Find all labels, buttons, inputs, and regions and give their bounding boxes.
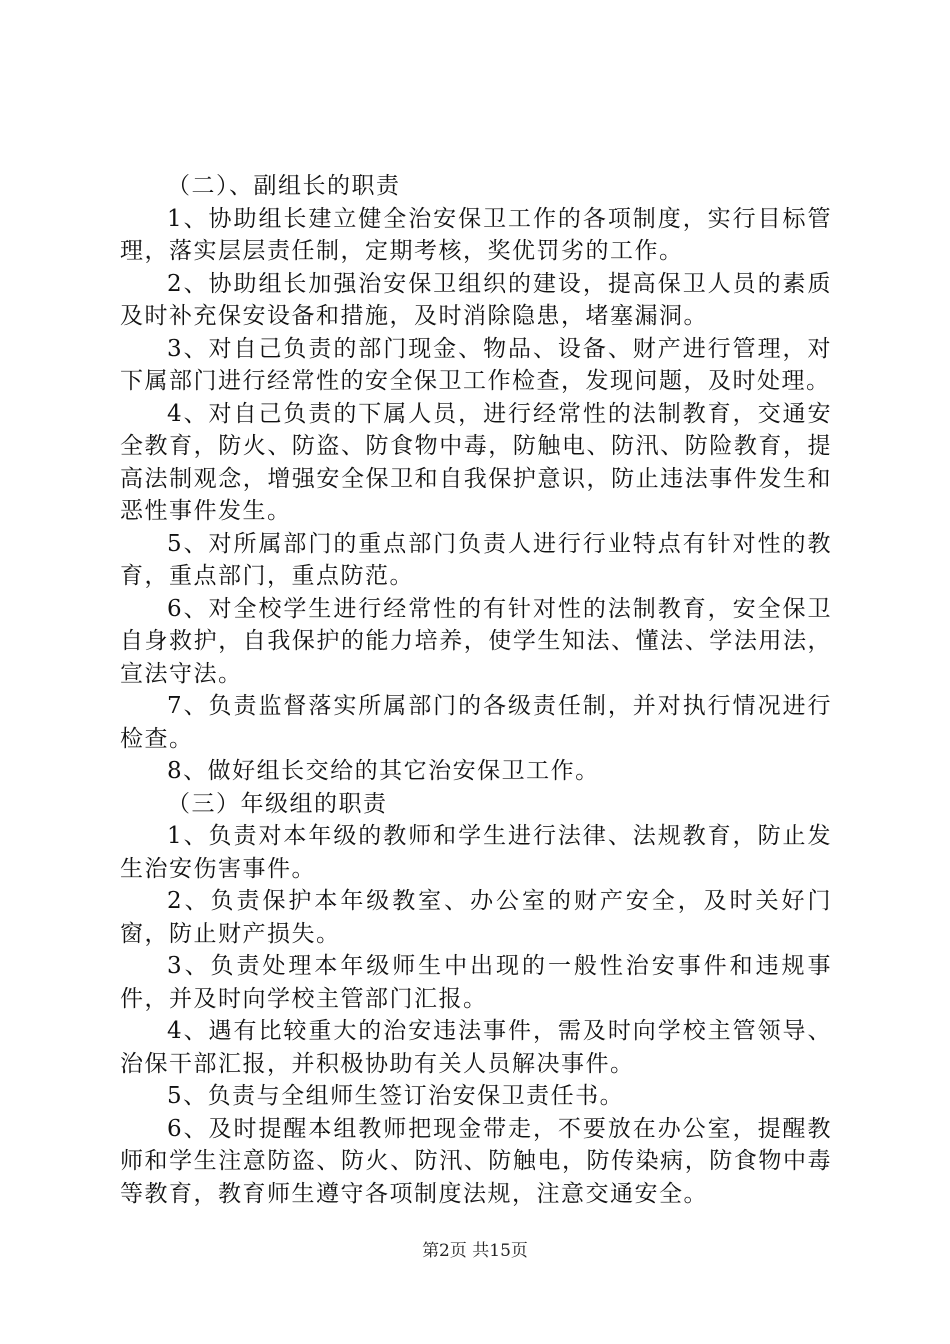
paragraph: 6、及时提醒本组教师把现金带走，不要放在办公室，提醒教师和学生注意防盗、防火、防汛、防触电，防传染病，防食物中毒等教育，教育师生遵守各项制度法规，注意交通安全。 xyxy=(120,1115,832,1207)
paragraph: 5、对所属部门的重点部门负责人进行行业特点有针对性的教育，重点部门，重点防范。 xyxy=(120,530,832,589)
section-heading-grade-group: （三）年级组的职责 xyxy=(167,790,388,817)
paragraph: 4、对自己负责的下属人员，进行经常性的法制教育，交通安全教育，防火、防盗、防食物中毒，防触电、防汛、防险教育，提高法制观念，增强安全保卫和自我保护意识，防止违法事件发生和恶性事件发生。 xyxy=(120,400,832,524)
paragraph: 3、负责处理本年级师生中出现的一般性治安事件和违规事件，并及时向学校主管部门汇报。 xyxy=(120,953,832,1012)
paragraph: 6、对全校学生进行经常性的有针对性的法制教育，安全保卫自身救护，自我保护的能力培养，使学生知法、懂法、学法用法，宣法守法。 xyxy=(120,595,832,687)
paragraph: 4、遇有比较重大的治安违法事件，需及时向学校主管领导、治保干部汇报，并积极协助有关人员解决事件。 xyxy=(120,1018,832,1077)
paragraph: 1、协助组长建立健全治安保卫工作的各项制度，实行目标管理，落实层层责任制，定期考核，奖优罚劣的工作。 xyxy=(120,205,832,264)
paragraph: 1、负责对本年级的教师和学生进行法律、法规教育，防止发生治安伤害事件。 xyxy=(120,823,832,882)
paragraph: 5、负责与全组师生签订治安保卫责任书。 xyxy=(167,1083,625,1109)
paragraph: 7、负责监督落实所属部门的各级责任制，并对执行情况进行检查。 xyxy=(120,693,832,752)
paragraph: 8、做好组长交给的其它治安保卫工作。 xyxy=(167,758,600,784)
page-number-footer: 第2页 共15页 xyxy=(422,1241,528,1261)
document-body xyxy=(120,170,832,1210)
paragraph: 3、对自己负责的部门现金、物品、设备、财产进行管理，对下属部门进行经常性的安全保卫工作检查，发现问题，及时处理。 xyxy=(120,335,832,394)
paragraph: 2、协助组长加强治安保卫组织的建设，提高保卫人员的素质及时补充保安设备和措施，及时消除隐患，堵塞漏洞。 xyxy=(120,270,832,329)
section-heading-vice-leader: （二）、副组长的职责 xyxy=(167,173,401,199)
paragraph: 2、负责保护本年级教室、办公室的财产安全，及时关好门窗，防止财产损失。 xyxy=(120,888,832,947)
